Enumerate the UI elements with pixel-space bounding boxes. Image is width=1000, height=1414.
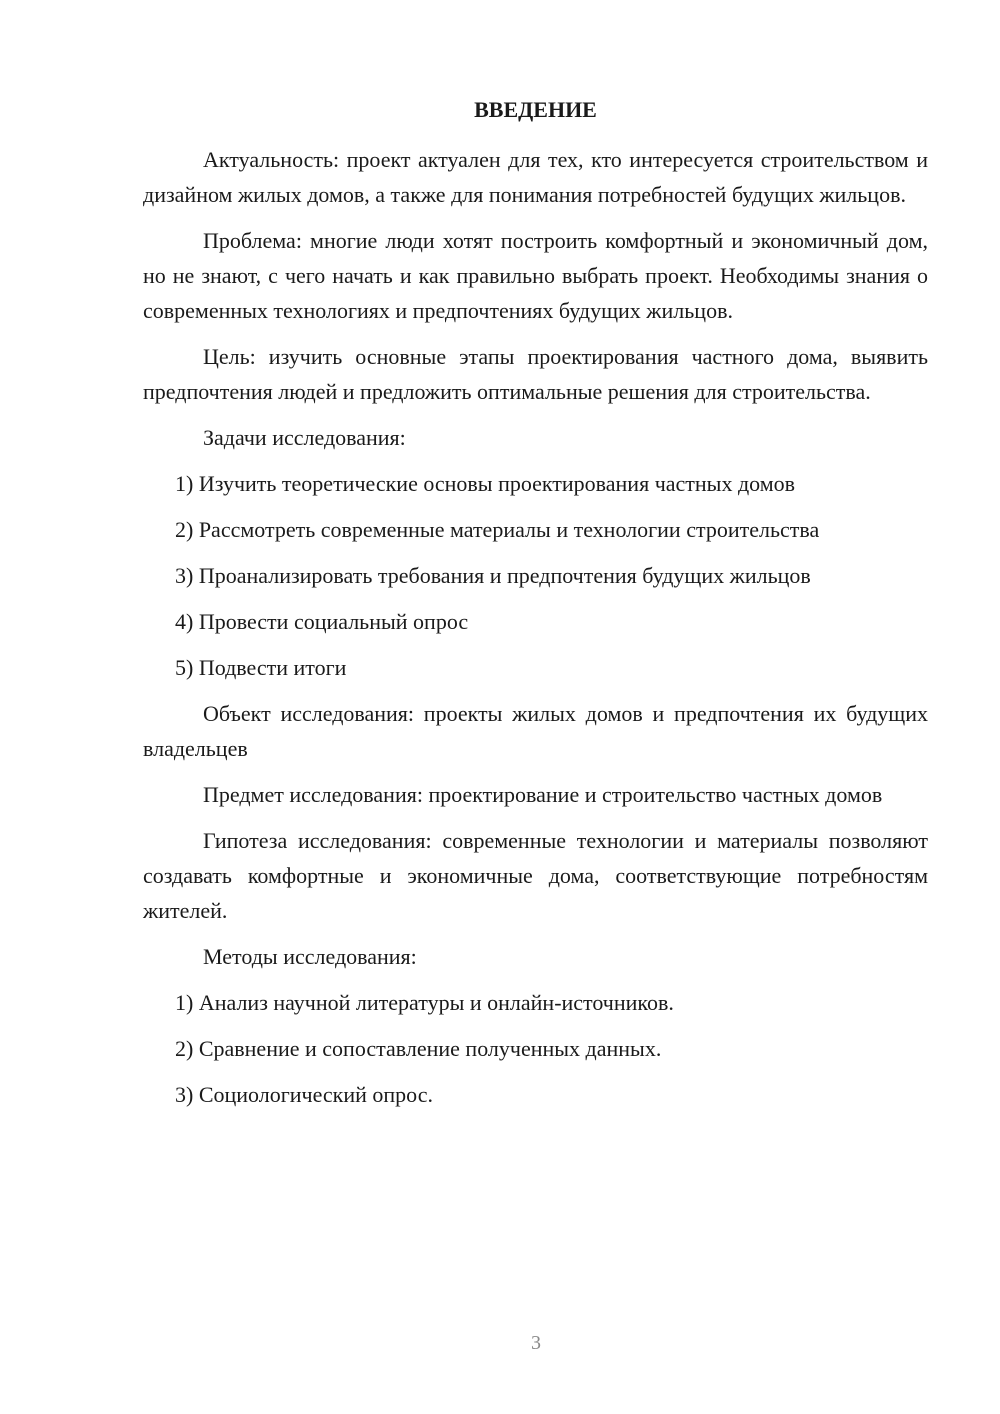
task-item: 1) Изучить теоретические основы проектирования частных домов <box>175 471 796 496</box>
subject-paragraph: Предмет исследования: проектирование и строительство частных домов <box>203 782 883 807</box>
page-number: 3 <box>531 1332 541 1354</box>
task-item: 2) Рассмотреть современные материалы и технологии строительства <box>175 517 820 542</box>
goal-paragraph: Цель: изучить основные этапы проектирования частного дома, выявить предпочтения людей и предложить оптимальные решения для строительства. <box>143 344 928 404</box>
task-item: 4) Провести социальный опрос <box>175 609 469 634</box>
tasks-header: Задачи исследования: <box>203 425 406 450</box>
task-item: 5) Подвести итоги <box>175 655 347 680</box>
methods-header: Методы исследования: <box>203 944 417 969</box>
hypothesis-paragraph: Гипотеза исследования: современные технологии и материалы позволяют создавать комфортные и экономичные дома, соответствующие потребностям жителей. <box>143 828 928 923</box>
task-item: 3) Проанализировать требования и предпочтения будущих жильцов <box>175 563 811 588</box>
problem-paragraph: Проблема: многие люди хотят построить комфортный и экономичный дом, но не знают, с чего начать и как правильно выбрать проект. Необходимы знания о современных технологиях и предпочтениях будущих жильцов. <box>143 228 928 323</box>
object-paragraph: Объект исследования: проекты жилых домов и предпочтения их будущих владельцев <box>143 701 928 761</box>
method-item: 3) Социологический опрос. <box>175 1082 433 1107</box>
section-title: ВВЕДЕНИЕ <box>474 97 597 122</box>
relevance-paragraph: Актуальность: проект актуален для тех, кто интересуется строительством и дизайном жилых домов, а также для понимания потребностей будущих жильцов. <box>143 147 928 207</box>
method-item: 1) Анализ научной литературы и онлайн-источников. <box>175 990 674 1015</box>
method-item: 2) Сравнение и сопоставление полученных данных. <box>175 1036 662 1061</box>
page-content <box>143 92 928 1123</box>
